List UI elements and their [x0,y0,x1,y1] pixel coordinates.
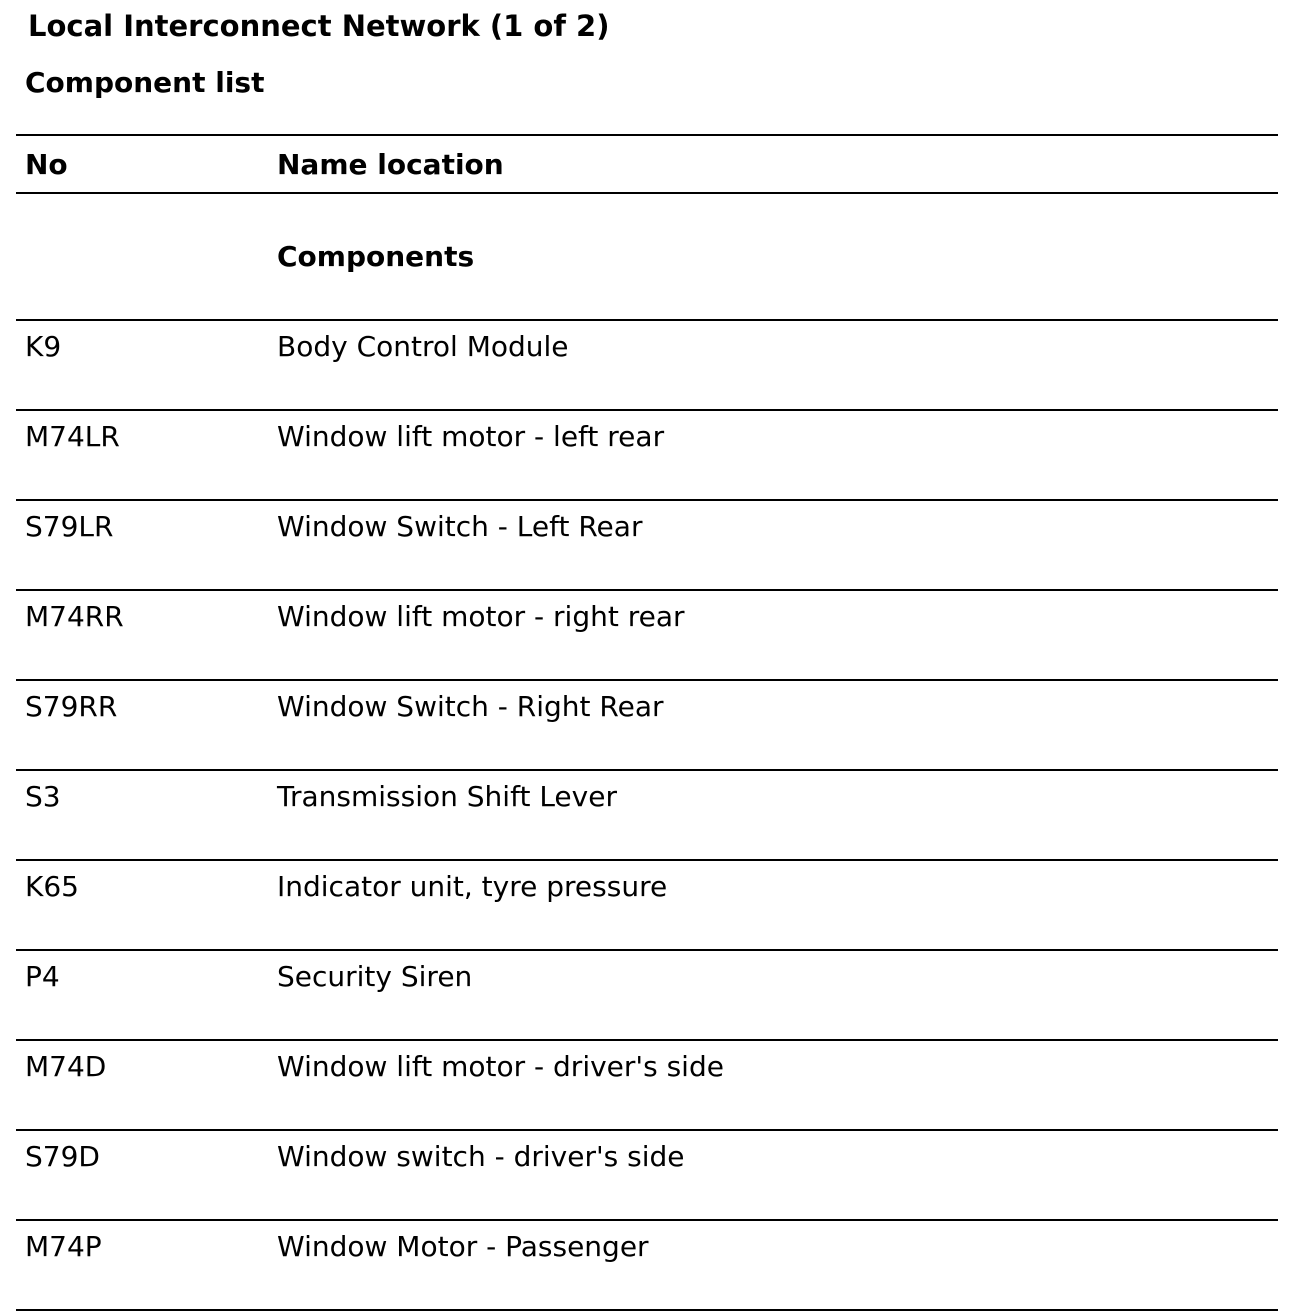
row-code: P4 [25,960,60,993]
row-name: Body Control Module [277,330,569,363]
table-row [16,681,1278,769]
column-header-no: No [25,148,68,181]
column-header-name-location: Name location [277,148,504,181]
table-row [16,771,1278,859]
table-row [16,591,1278,679]
row-name: Transmission Shift Lever [277,780,617,813]
row-code: S79RR [25,690,118,723]
row-name: Security Siren [277,960,473,993]
row-name: Window lift motor - right rear [277,600,685,633]
row-name: Window lift motor - driver's side [277,1050,724,1083]
row-name: Window switch - driver's side [277,1140,685,1173]
table-row [16,1041,1278,1129]
row-name: Window lift motor - left rear [277,420,665,453]
section-title: Component list [25,66,265,99]
page-title: Local Interconnect Network (1 of 2) [28,9,610,43]
component-table [16,134,1278,1311]
row-code: S3 [25,780,61,813]
row-code: K65 [25,870,79,903]
table-row [16,411,1278,499]
group-header-row [16,194,1278,319]
table-row [16,501,1278,589]
row-name: Indicator unit, tyre pressure [277,870,668,903]
row-code: M74D [25,1050,107,1083]
table-row [16,1221,1278,1309]
row-code: M74RR [25,600,124,633]
row-code: S79LR [25,510,114,543]
table-row [16,321,1278,409]
row-code: K9 [25,330,62,363]
table-row [16,951,1278,1039]
table-header-row [16,136,1278,192]
row-name: Window Motor - Passenger [277,1230,649,1263]
table-bottom-rule [16,1309,1278,1311]
row-code: M74LR [25,420,120,453]
table-row [16,861,1278,949]
row-code: S79D [25,1140,100,1173]
row-code: M74P [25,1230,102,1263]
table-row [16,1131,1278,1219]
group-label: Components [277,240,475,273]
row-name: Window Switch - Left Rear [277,510,643,543]
row-name: Window Switch - Right Rear [277,690,664,723]
